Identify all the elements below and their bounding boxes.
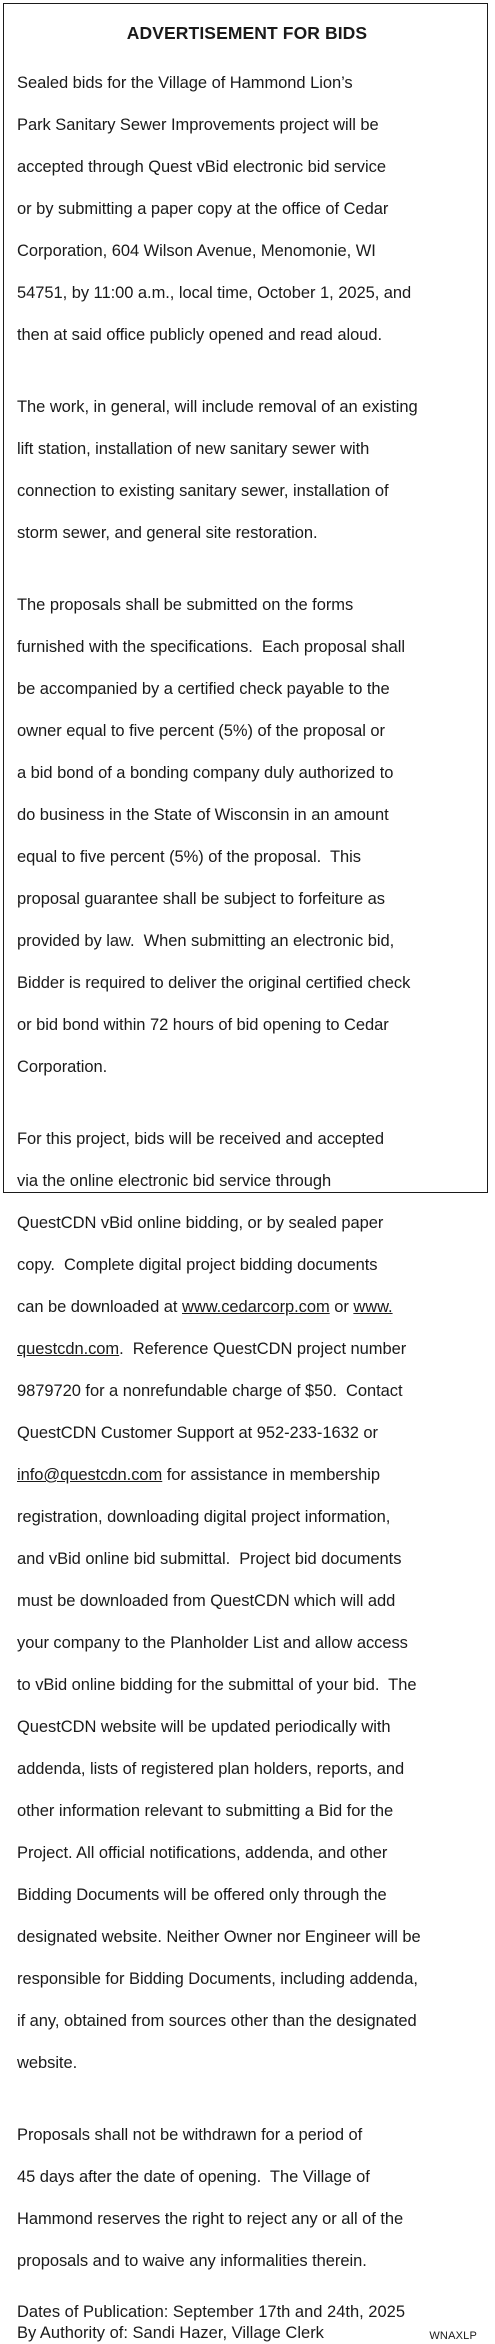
paragraph-online-bidding: [17, 1108, 477, 2095]
text-line: connection to existing sanitary sewer, installation of: [17, 482, 389, 500]
text-line: accepted through Quest vBid electronic bid service: [17, 158, 386, 176]
text-line: Hammond reserves the right to reject any or all of the: [17, 2210, 404, 2228]
text-line: via the online electronic bid service through: [17, 1172, 332, 1190]
text-line: Proposals shall not be withdrawn for a period of: [17, 2126, 363, 2144]
text-line: 54751, by 11:00 a.m., local time, October 1, 2025, and: [17, 284, 412, 302]
paragraph-intro: [17, 52, 477, 367]
paragraph-withdrawal: [17, 2104, 477, 2293]
text-line: copy. Complete digital project bidding documents: [17, 1256, 378, 1274]
text-line: Corporation.: [17, 1058, 108, 1076]
text-line: owner equal to five percent (5%) of the proposal or: [17, 722, 385, 740]
text-line: For this project, bids will be received and accepted: [17, 1130, 385, 1148]
notice-title: ADVERTISEMENT FOR BIDS: [126, 23, 368, 43]
text-line: to vBid online bidding for the submittal of your bid. The: [17, 1676, 417, 1694]
text-segment: or: [329, 1298, 354, 1316]
text-line: QuestCDN vBid online bidding, or by sealed paper: [17, 1214, 384, 1232]
cedarcorp-link[interactable]: www.cedarcorp.com: [182, 1298, 330, 1316]
text-line: Corporation, 604 Wilson Avenue, Menomonie, WI: [17, 242, 376, 260]
questcdn-link-part1[interactable]: www.: [353, 1298, 393, 1316]
text-line: proposal guarantee shall be subject to forfeiture as: [17, 890, 385, 908]
text-line: your company to the Planholder List and allow access: [17, 1634, 408, 1652]
text-line: Bidding Documents will be offered only through the: [17, 1886, 387, 1904]
text-line: designated website. Neither Owner nor Engineer will be: [17, 1928, 421, 1946]
text-line: storm sewer, and general site restoration.: [17, 524, 318, 542]
notice-footer: [17, 2302, 477, 2344]
text-line: provided by law. When submitting an electronic bid,: [17, 932, 395, 950]
text-line: be accompanied by a certified check payable to the: [17, 680, 390, 698]
questcdn-link-part2[interactable]: questcdn.com: [17, 1340, 120, 1358]
text-line: furnished with the specifications. Each proposal shall: [17, 638, 405, 656]
text-line: then at said office publicly opened and read aloud.: [17, 326, 383, 344]
text-line: or bid bond within 72 hours of bid opening to Cedar: [17, 1016, 389, 1034]
text-line: must be downloaded from QuestCDN which will add: [17, 1592, 396, 1610]
bid-advertisement: [3, 3, 488, 2342]
text-line: or by submitting a paper copy at the office of Cedar: [17, 200, 389, 218]
text-line: QuestCDN Customer Support at 952-233-1632 or: [17, 1424, 378, 1442]
text-line: [17, 1297, 477, 1318]
text-line: Park Sanitary Sewer Improvements project will be: [17, 116, 379, 134]
text-line: Project. All official notifications, addenda, and other: [17, 1844, 388, 1862]
text-line: registration, downloading digital project information,: [17, 1508, 391, 1526]
publication-code: WNAXLP: [429, 2330, 477, 2342]
text-segment: for assistance in membership: [162, 1466, 380, 1484]
text-line: proposals and to waive any informalities therein.: [17, 2252, 367, 2270]
text-line: [17, 1339, 477, 1360]
text-line: and vBid online bid submittal. Project bid documents: [17, 1550, 402, 1568]
text-line: other information relevant to submitting a Bid for the: [17, 1802, 394, 1820]
text-line: lift station, installation of new sanitary sewer with: [17, 440, 370, 458]
text-line: Sealed bids for the Village of Hammond Lion’s: [17, 74, 353, 92]
text-line: 9879720 for a nonrefundable charge of $50. Contact: [17, 1382, 403, 1400]
text-line: The work, in general, will include removal of an existing: [17, 398, 418, 416]
text-line: if any, obtained from sources other than the designated: [17, 2012, 417, 2030]
text-line: responsible for Bidding Documents, including addenda,: [17, 1970, 418, 1988]
text-line: Bidder is required to deliver the original certified check: [17, 974, 411, 992]
text-line: website.: [17, 2054, 78, 2072]
text-segment: can be downloaded at: [17, 1298, 182, 1316]
text-line: addenda, lists of registered plan holders, reports, and: [17, 1760, 405, 1778]
text-line: equal to five percent (5%) of the proposal. This: [17, 848, 361, 866]
text-line: a bid bond of a bonding company duly authorized to: [17, 764, 394, 782]
text-line: do business in the State of Wisconsin in an amount: [17, 806, 389, 824]
publication-dates: Dates of Publication: September 17th and 24th, 2025: [17, 2303, 406, 2321]
text-segment: . Reference QuestCDN project number: [119, 1340, 407, 1358]
text-line: The proposals shall be submitted on the forms: [17, 596, 354, 614]
paragraph-work-scope: [17, 376, 477, 565]
text-line: [17, 1465, 477, 1486]
text-line: 45 days after the date of opening. The Village of: [17, 2168, 370, 2186]
text-line: QuestCDN website will be updated periodically with: [17, 1718, 391, 1736]
email-link[interactable]: info@questcdn.com: [17, 1466, 163, 1484]
authority-line: By Authority of: Sandi Hazer, Village Clerk: [17, 2324, 324, 2342]
paragraph-proposals: [17, 574, 477, 1099]
